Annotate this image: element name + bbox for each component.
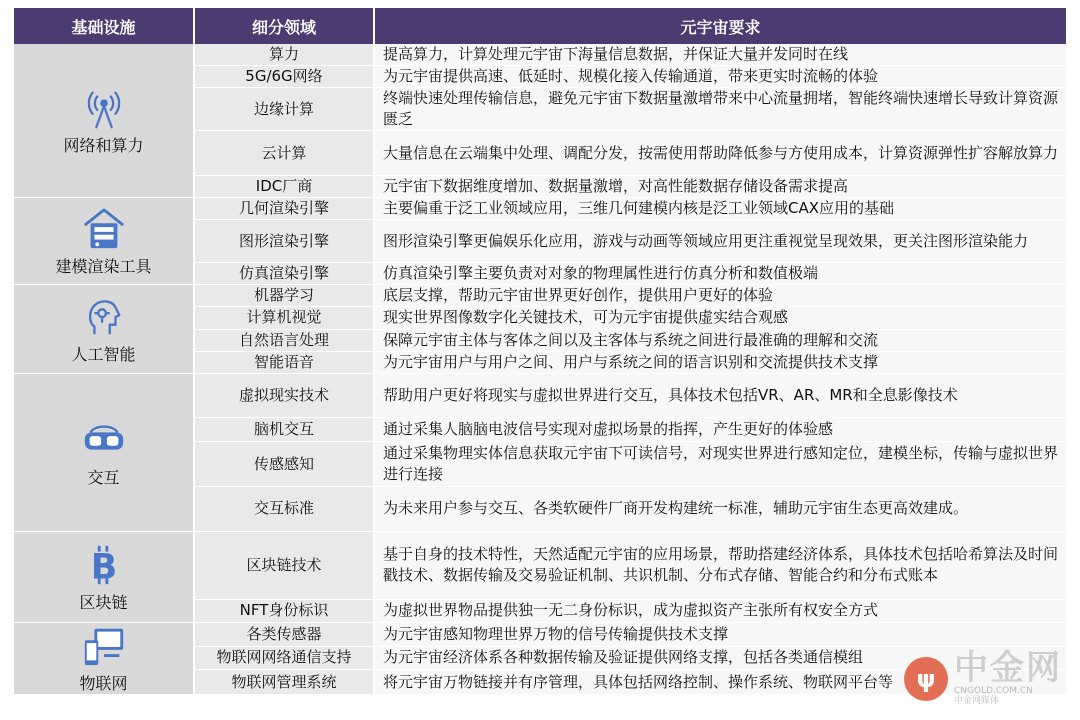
subfield-cell: 图形渲染引擎 <box>194 220 374 263</box>
requirement-cell: 基于自身的技术特性，天然适配元宇宙的应用场景，帮助搭建经济体系，具体技术包括哈希算法及时间戳技术、数据传输及交易验证机制、共识机制、分布式存储、智能合约和分布式账本 <box>374 532 1066 600</box>
group-label: 物联网 <box>79 674 128 693</box>
subfield-cell: 各类传感器 <box>194 623 374 647</box>
requirement-cell: 为虚拟世界物品提供独一无二身份标识，成为虚拟资产主张所有权安全方式 <box>374 599 1066 622</box>
subfield-cell: 云计算 <box>194 131 374 176</box>
requirement-cell: 为元宇宙感知物理世界万物的信号传输提供技术支撑 <box>374 623 1066 647</box>
watermark-tagline: 中金网媒体 <box>954 696 1000 706</box>
group-label: 人工智能 <box>71 344 136 364</box>
subfield-cell: 几何渲染引擎 <box>194 198 374 220</box>
watermark-domain: CNGOLD.COM.CN <box>954 686 1033 696</box>
ai-head-icon <box>81 294 127 340</box>
group-label: 建模渲染工具 <box>55 256 152 276</box>
devices-icon <box>81 623 127 669</box>
requirement-cell: 元宇宙下数据维度增加、数据量激增，对高性能数据存储设备需求提高 <box>374 176 1066 198</box>
subfield-cell: IDC厂商 <box>194 176 374 198</box>
group-label: 区块链 <box>79 592 128 612</box>
requirement-cell: 为未来用户参与交互、各类软硬件厂商开发构建统一标准，辅助元宇宙生态更高效建成。 <box>374 486 1066 531</box>
vr-headset-icon <box>81 417 127 463</box>
header-subfield: 细分领域 <box>194 8 374 44</box>
watermark <box>904 648 1062 706</box>
table-row <box>14 623 1066 647</box>
requirement-cell: 提高算力，计算处理元宇宙下海量信息数据，并保证大量并发同时在线 <box>374 44 1066 66</box>
subfield-cell: 自然语言处理 <box>194 329 374 351</box>
svg-text:B: B <box>90 546 117 587</box>
requirement-cell: 主要偏重于泛工业领域应用，三维几何建模内核是泛工业领域CAX应用的基础 <box>374 198 1066 220</box>
requirement-cell: 为元宇宙用户与用户之间、用户与系统之间的语言识别和交流提供技术支撑 <box>374 351 1066 373</box>
header-requirement: 元宇宙要求 <box>374 8 1066 44</box>
group-cell <box>14 374 194 532</box>
requirement-cell: 终端快速处理传输信息，避免元宇宙下数据量激增带来中心流量拥堵，智能终端快速增长导致计算资源匮乏 <box>374 88 1066 131</box>
table-row <box>14 285 1066 307</box>
subfield-cell: 计算机视觉 <box>194 307 374 329</box>
server-house-icon <box>81 206 127 252</box>
group-cell <box>14 44 194 198</box>
requirement-cell: 为元宇宙经济体系各种数据传输及验证提供网络支撑，包括各类通信模组 <box>374 646 1066 670</box>
requirement-cell: 帮助用户更好将现实与虚拟世界进行交互，具体技术包括VR、AR、MR和全息影像技术 <box>374 374 1066 418</box>
table-row <box>14 532 1066 600</box>
subfield-cell: 物联网网络通信支持 <box>194 646 374 670</box>
subfield-cell: 机器学习 <box>194 285 374 307</box>
requirement-cell: 仿真渲染引擎主要负责对对象的物理属性进行仿真分析和数值极端 <box>374 263 1066 285</box>
requirement-cell: 现实世界图像数字化关键技术，可为元宇宙提供虚实结合观感 <box>374 307 1066 329</box>
requirement-cell: 大量信息在云端集中处理、调配分发，按需使用帮助降低参与方使用成本，计算资源弹性扩容解放算力 <box>374 131 1066 176</box>
requirement-cell: 图形渲染引擎更偏娱乐化应用，游戏与动画等领域应用更注重视觉呈现效果，更关注图形渲染能力 <box>374 220 1066 263</box>
subfield-cell: NFT身份标识 <box>194 599 374 622</box>
requirement-cell: 底层支撑，帮助元宇宙世界更好创作，提供用户更好的体验 <box>374 285 1066 307</box>
requirement-cell: 将元宇宙万物链接并有序管理，具体包括网络控制、操作系统、物联网平台等 <box>374 670 1066 695</box>
watermark-logo: ψ <box>904 657 948 701</box>
infrastructure-table <box>14 8 1066 695</box>
watermark-brand: 中金网 <box>954 648 1062 688</box>
group-cell <box>14 532 194 623</box>
subfield-cell: 仿真渲染引擎 <box>194 263 374 285</box>
subfield-cell: 区块链技术 <box>194 532 374 600</box>
table-row <box>14 374 1066 418</box>
subfield-cell: 物联网管理系统 <box>194 670 374 695</box>
group-label: 交互 <box>87 468 120 487</box>
requirement-cell: 通过采集物理实体信息获取元宇宙下可读信号，对现实世界进行感知定位，建模坐标，传输与虚拟世界进行连接 <box>374 442 1066 486</box>
subfield-cell: 算力 <box>194 44 374 66</box>
requirement-cell: 通过采集人脑脑电波信号实现对虚拟场景的指挥，产生更好的体验感 <box>374 418 1066 442</box>
table-row <box>14 198 1066 220</box>
table-header-row <box>14 8 1066 44</box>
group-cell <box>14 198 194 285</box>
requirement-cell: 为元宇宙提供高速、低延时、规模化接入传输通道，带来更实时流畅的体验 <box>374 66 1066 88</box>
header-infrastructure: 基础设施 <box>14 8 194 44</box>
subfield-cell: 脑机交互 <box>194 418 374 442</box>
requirement-cell: 保障元宇宙主体与客体之间以及主客体与系统之间进行最准确的理解和交流 <box>374 329 1066 351</box>
subfield-cell: 传感感知 <box>194 442 374 486</box>
subfield-cell: 虚拟现实技术 <box>194 374 374 418</box>
group-cell <box>14 623 194 695</box>
bitcoin-icon <box>81 542 127 588</box>
subfield-cell: 智能语音 <box>194 351 374 373</box>
antenna-icon <box>81 85 127 131</box>
table-row <box>14 44 1066 66</box>
group-cell <box>14 285 194 374</box>
group-label: 网络和算力 <box>63 136 144 155</box>
subfield-cell: 5G/6G网络 <box>194 66 374 88</box>
subfield-cell: 边缘计算 <box>194 88 374 131</box>
subfield-cell: 交互标准 <box>194 486 374 531</box>
